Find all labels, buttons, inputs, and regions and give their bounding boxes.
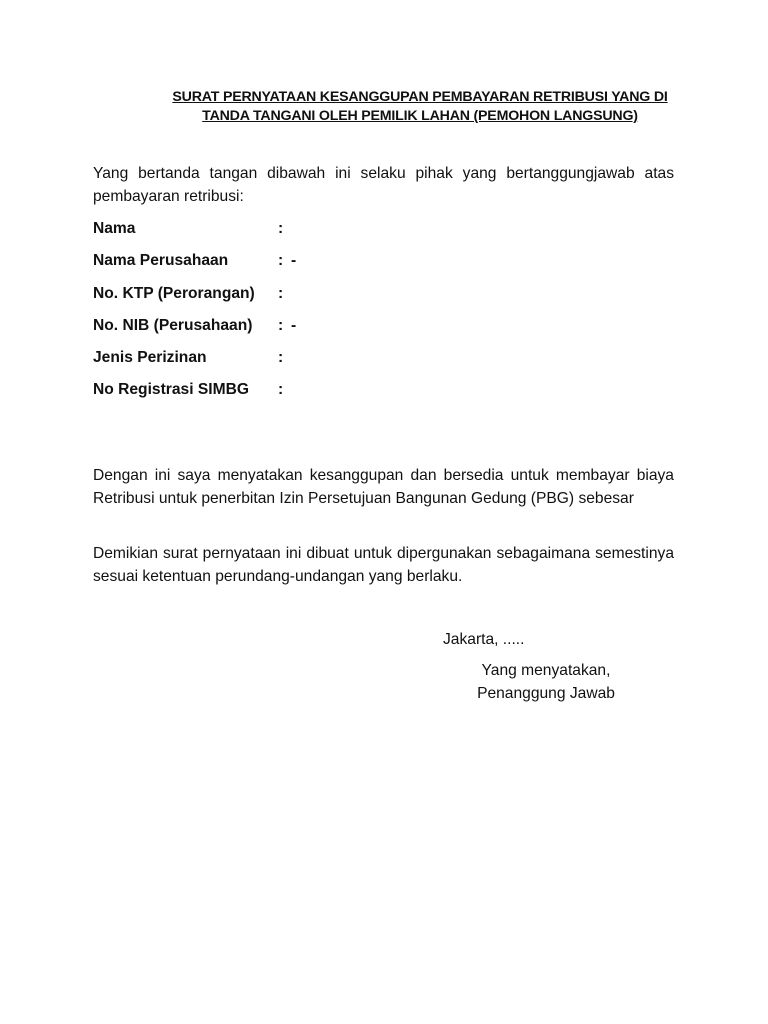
field-colon: : bbox=[278, 284, 284, 302]
field-row-nama bbox=[93, 217, 493, 249]
field-label: Nama bbox=[93, 220, 136, 237]
title-line-2: TANDA TANGANI OLEH PEMILIK LAHAN (PEMOHON LANGSUNG) bbox=[202, 108, 638, 124]
field-row-nama-perusahaan bbox=[93, 249, 493, 281]
closing-paragraph: Demikian surat pernyataan ini dibuat untuk dipergunakan sebagaimana semestinya sesuai ketentuan perundang-undangan yang berlaku. bbox=[93, 545, 674, 585]
title-line-1: SURAT PERNYATAAN KESANGGUPAN PEMBAYARAN RETRIBUSI YANG DI bbox=[172, 89, 668, 105]
signer-line-1: Yang menyatakan, bbox=[481, 662, 611, 679]
field-label: Jenis Perizinan bbox=[93, 349, 207, 367]
place-date: Jakarta, ..... bbox=[443, 631, 525, 648]
signer-line-2: Penanggung Jawab bbox=[477, 685, 615, 702]
field-colon: : bbox=[278, 316, 284, 334]
field-row-no-ktp bbox=[93, 282, 493, 314]
document-title bbox=[150, 88, 690, 126]
field-value: - bbox=[291, 316, 297, 334]
field-row-jenis-perizinan bbox=[93, 346, 493, 378]
field-label: No. NIB (Perusahaan) bbox=[93, 316, 253, 334]
field-colon: : bbox=[278, 220, 284, 237]
field-colon: : bbox=[278, 349, 284, 367]
field-label: Nama Perusahaan bbox=[93, 252, 229, 270]
statement-paragraph: Dengan ini saya menyatakan kesanggupan dan bersedia untuk membayar biaya Retribusi untuk penerbitan Izin Persetujuan Bangunan Gedung (PBG) sebesar bbox=[93, 467, 674, 507]
field-row-no-registrasi-simbg bbox=[93, 378, 493, 410]
field-colon: : bbox=[278, 252, 284, 270]
signature-block bbox=[456, 659, 636, 705]
field-label: No. KTP (Perorangan) bbox=[93, 284, 255, 302]
field-colon: : bbox=[278, 381, 284, 399]
intro-paragraph: Yang bertanda tangan dibawah ini selaku pihak yang bertanggungjawab atas pembayaran retribusi: bbox=[93, 165, 674, 205]
field-label: No Registrasi SIMBG bbox=[93, 381, 249, 399]
identity-fields bbox=[93, 217, 493, 411]
field-value: - bbox=[291, 252, 297, 270]
field-row-no-nib bbox=[93, 314, 493, 346]
